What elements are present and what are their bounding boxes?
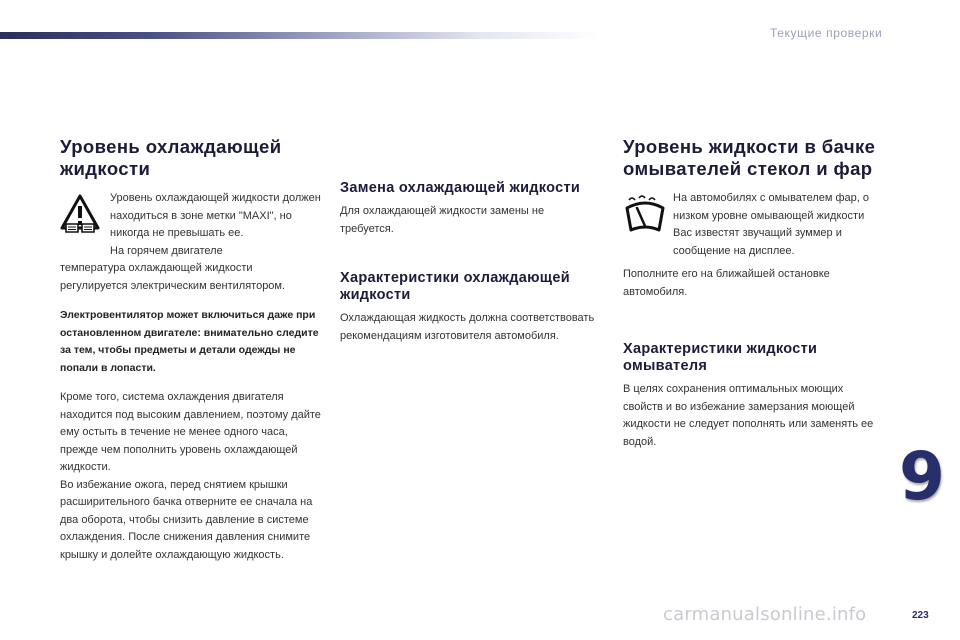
coolant-level-title: Уровень охлаждающей жидкости [60,136,282,179]
washer-intro [623,190,885,260]
fan-warning: Электровентилятор может включиться даже при остановленном двигателе: внимательно следите за тем, чтобы предметы и детали одежды не попали в лопасти. [60,309,319,374]
windscreen-washer-icon [623,194,663,234]
chapter-title: Текущие проверки [770,26,883,40]
washer-intro-text: На автомобилях с омывателем фар, о низком уровне омывающей жидкости Вас известят звучащий зуммер и сообщение на дисплее. [673,192,870,257]
coolant-info-section [340,180,600,345]
header-gradient-bar [0,32,600,39]
coolant-change-text: Для охлаждающей жидкости замены не требуется. [340,205,545,235]
washer-level-title: Уровень жидкости в бачке омывателей стекол и фар [623,136,876,179]
cap-text: Во избежание ожога, перед снятием крышки расширительного бачка отверните ее сначала на два оборота, чтобы снизить давление в системе охлаждения. После снижения давления снимите крышку и долейте охлаждающую жидкость. [60,478,313,561]
warning-manual-icon [60,194,100,234]
coolant-intro-fan: температура охлаждающей жидкости регулируется электрическим вентилятором. [60,262,286,292]
pressure-text: Кроме того, система охлаждения двигателя находится под высоким давлением, поэтому дайте ему остыть в течение не менее одного часа, прежде чем пополнить уровень охлаждающей жидкости. [60,391,321,473]
coolant-level-section [60,136,322,564]
page-number: 223 [912,610,929,621]
coolant-specs-title: Характеристики охлаждающей жидкости [340,270,570,303]
coolant-intro [60,190,322,295]
washer-specs-title: Характеристики жидкости омывателя [623,341,818,374]
coolant-specs-text: Охлаждающая жидкость должна соответствовать рекомендациям изготовителя автомобиля. [340,312,595,342]
washer-refill-text: Пополните его на ближайшей остановке автомобиля. [623,268,830,298]
washer-fluid-section [623,136,885,451]
coolant-change-title: Замена охлаждающей жидкости [340,180,581,196]
chapter-number: 9 [899,438,945,515]
coolant-intro-hot-engine: На горячем двигателе [110,244,223,257]
coolant-intro-text: Уровень охлаждающей жидкости должен находиться в зоне метки "MAXI", но никогда не превышать ее. [110,192,321,239]
washer-specs-text: В целях сохранения оптимальных моющих свойств и во избежание замерзания моющей жидкости не следует пополнять или заменять ее водой. [623,383,874,448]
watermark: carmanualsonline.info [663,604,867,625]
